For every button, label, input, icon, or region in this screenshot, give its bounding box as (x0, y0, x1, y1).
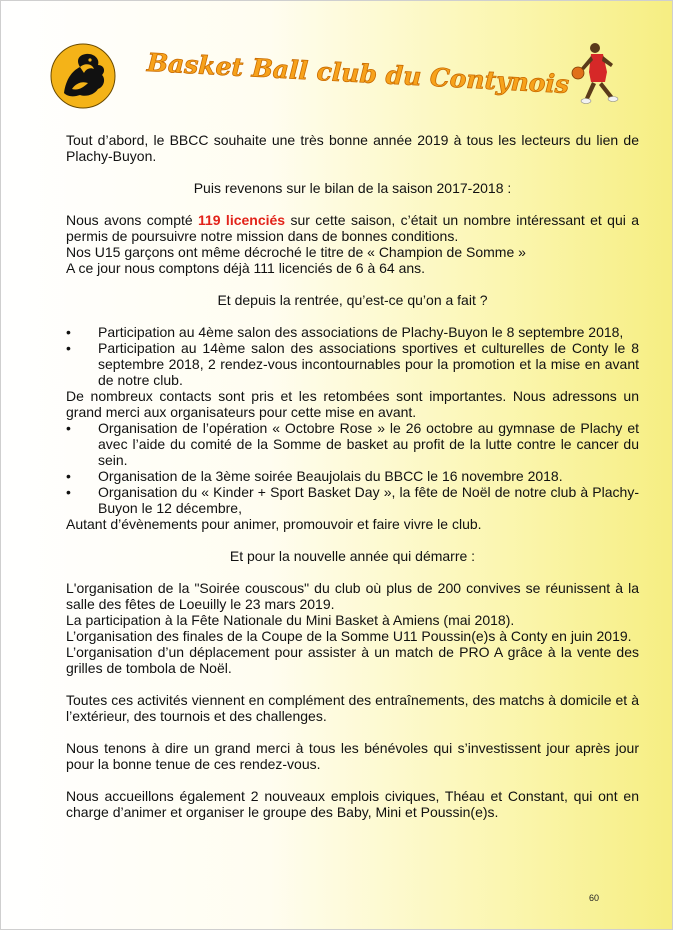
events-list-a (66, 324, 639, 388)
list-item: • Participation au 4ème salon des associations de Plachy-Buyon le 8 septembre 2018, (66, 324, 639, 340)
list-item: • Organisation du « Kinder + Sport Basket Day », la fête de Noël de notre club à Plachy-Buyon le 12 décembre, (66, 484, 639, 516)
greeting-paragraph: Tout d’abord, le BBCC souhaite une très bonne année 2019 à tous les lecteurs du lien de Plachy-Buyon. (66, 132, 639, 164)
new-year-line: L’organisation des finales de la Coupe de la Somme U11 Poussin(e)s à Conty en juin 2019. (66, 628, 632, 644)
activities-paragraph: Toutes ces activités viennent en complément des entraînements, des matchs à domicile et à l’extérieur, des tournois et des challenges. (66, 692, 639, 724)
new-year-line: L'organisation de la "Soirée couscous" du club où plus de 200 convives se réunissent à la salle des fêtes de Loeuilly le 23 mars 2019. (66, 580, 639, 612)
events-list-b (66, 420, 639, 516)
new-year-heading: Et pour la nouvelle année qui démarre : (229, 548, 476, 564)
list-item: • Organisation de l’opération « Octobre Rose » le 26 octobre au gymnase de Plachy et avec l’aide du comité de la Somme de basket au profit de la lutte contre le cancer du sein. (66, 420, 639, 468)
season-paragraph (66, 212, 639, 244)
current-licences-paragraph: A ce jour nous comptons déjà 111 licenciés de 6 à 64 ans. (66, 260, 426, 276)
u15-paragraph: Nos U15 garçons ont même décroché le titre de « Champion de Somme » (66, 244, 526, 260)
new-year-line: La participation à la Fête Nationale du Mini Basket à Amiens (mai 2018). (66, 612, 515, 628)
list-item: • Organisation de la 3ème soirée Beaujolais du BBCC le 16 novembre 2018. (66, 468, 639, 484)
contacts-paragraph: De nombreux contacts sont pris et les retombées sont importantes. Nous adressons un grand merci aux organisateurs pour cette mise en avant. (66, 388, 639, 420)
summary-paragraph: Autant d’évènements pour animer, promouvoir et faire vivre le club. (66, 516, 482, 532)
list-item: • Participation au 14ème salon des associations sportives et culturelles de Conty le 8 septembre 2018, 2 rendez-vous incontournables pour la promotion et la mise en avant de notre club. (66, 340, 639, 388)
basketball-player-icon (565, 38, 635, 110)
club-title-text: Basket Ball club du Contynois (146, 47, 570, 100)
since-heading: Et depuis la rentrée, qu’est-ce qu’on a fait ? (217, 292, 488, 308)
season-heading: Puis revenons sur le bilan de la saison 2017-2018 : (193, 180, 512, 196)
page-number: 60 (589, 893, 600, 903)
season-text-before: Nous avons compté (66, 212, 198, 228)
thanks-paragraph: Nous tenons à dire un grand merci à tous les bénévoles qui s’investissent jour après jour pour la bonne tenue de ces rendez-vous. (66, 740, 639, 772)
club-title (146, 44, 570, 100)
welcome-paragraph: Nous accueillons également 2 nouveaux emplois civiques, Théau et Constant, qui ont en charge d’animer et organiser le groupe des Baby, Mini et Poussin(e)s. (66, 788, 639, 820)
licences-highlight: 119 licenciés (198, 212, 286, 228)
club-logo (50, 43, 116, 109)
article-body (66, 132, 639, 820)
season-text-after: sur cette saison, c’était un nombre intéressant et qui a permis de poursuivre notre mission dans de bonnes conditions. (66, 212, 639, 244)
new-year-line: L’organisation d’un déplacement pour assister à un match de PRO A grâce à la vente des grilles de tombola de Noël. (66, 644, 639, 676)
